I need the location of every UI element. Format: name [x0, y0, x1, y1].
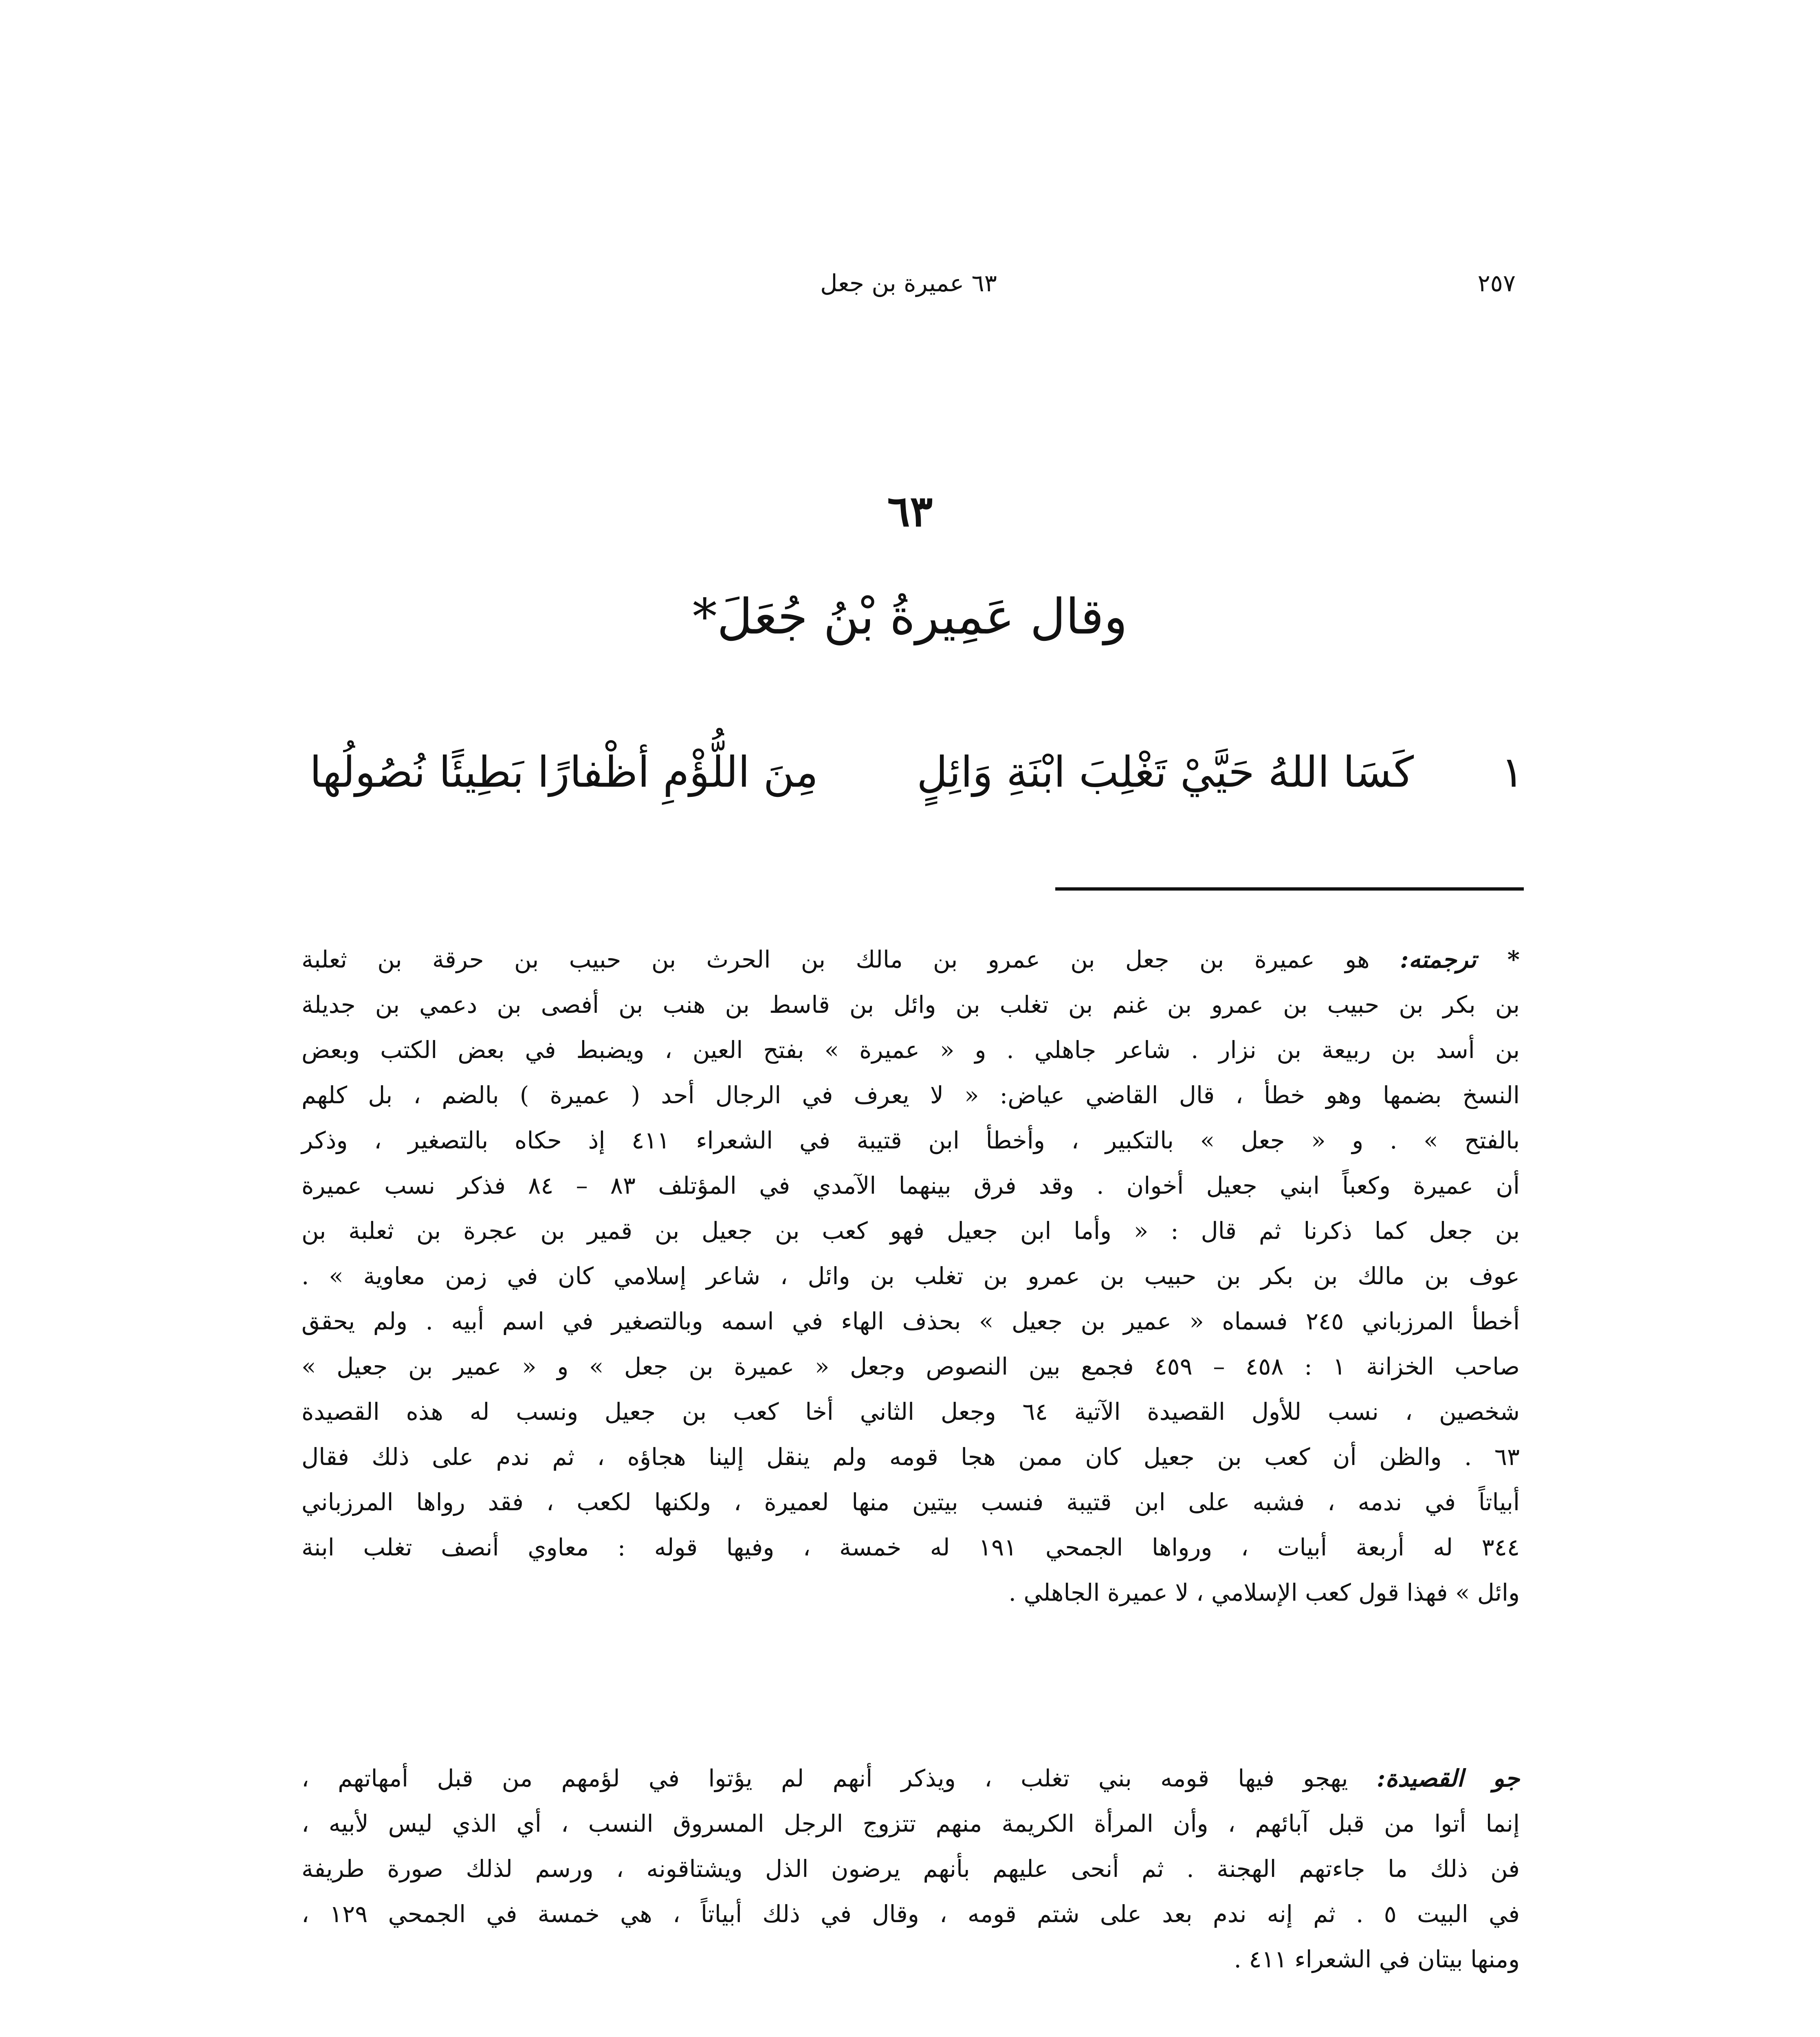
- page-number: ٢٥٧: [1477, 269, 1516, 297]
- second-hemistich: مِنَ اللُّؤْمِ أظْفارًا بَطِيئًا نُصُولُها: [310, 747, 819, 797]
- running-title: ٦٣ عميرة بن جعل: [820, 269, 997, 297]
- running-head: [301, 261, 1516, 306]
- biography-line: النسخ بضمها وهو خطأ ، قال القاضي عياض: « لا يعرف في الرجال أحد ( عميرة ) بالضم ، بل كلهم: [301, 1081, 1520, 1109]
- biography-line: هو عميرة بن جعل بن عمرو بن مالك بن الحرث بن حبيب بن حرقة بن ثعلبة: [301, 946, 1370, 973]
- poem-context-line: إنما أتوا من قبل آبائهم ، وأن المرأة الكريمة منهم تتزوج الرجل المسروق النسب ، أي الذي ليس لأبيه ،: [301, 1810, 1520, 1837]
- poem-context-line: ومنها بيتان في الشعراء ٤١١ .: [1234, 1945, 1520, 1973]
- poem-context-line: يهجو فيها قومه بني تغلب ، ويذكر أنهم لم يؤتوا في لؤمهم من قبل أمهاتهم ،: [301, 1764, 1348, 1792]
- poem-context-label: جو القصيدة:: [1376, 1764, 1520, 1792]
- biography-line: وائل » فهذا قول كعب الإسلامي ، لا عميرة الجاهلي .: [1008, 1579, 1520, 1606]
- biography-line: بن أسد بن ربيعة بن نزار . شاعر جاهلي . و « عميرة » بفتح العين ، ويضبط في بعض الكتب وبعض: [301, 1036, 1520, 1064]
- poem-context-note: [301, 1756, 1520, 1982]
- poem-context-line: فن ذلك ما جاءتهم الهجنة . ثم أنحى عليهم بأنهم يرضون الذل ويشتاقونه ، ورسم لذلك صورة طريفة: [301, 1855, 1520, 1883]
- biography-line: أن عميرة وكعباً ابني جعيل أخوان . وقد فرق بينهما الآمدي في المؤتلف ٨٣ – ٨٤ فذكر نسب عميرة: [301, 1172, 1520, 1199]
- biography-note: [301, 937, 1520, 1615]
- verse-1: [310, 733, 1524, 811]
- biography-line: ٦٣ . والظن أن كعب بن جعيل كان ممن هجا قومه ولم ينقل إلينا هجاؤه ، ثم ندم على ذلك فقال: [301, 1443, 1520, 1471]
- biography-label: * ترجمته:: [1400, 946, 1520, 973]
- first-hemistich: كَسَا اللهُ حَيَّيْ تَغْلِبَ ابْنَةِ وَائِلٍ: [917, 747, 1414, 797]
- footnote-divider: [1055, 887, 1524, 891]
- biography-line: بن جعل كما ذكرنا ثم قال : « وأما ابن جعيل فهو كعب بن جعيل بن قمير بن عجرة بن ثعلبة بن: [301, 1217, 1520, 1245]
- poem-title: وقال عَمِيرةُ بْنُ جُعَلَ*: [692, 589, 1128, 645]
- poem-number: ٦٣: [887, 486, 933, 536]
- biography-line: عوف بن مالك بن بكر بن حبيب بن عمرو بن تغلب بن وائل ، شاعر إسلامي كان في زمن معاوية » .: [301, 1262, 1520, 1290]
- biography-line: شخصين ، نسب للأول القصيدة الآتية ٦٤ وجعل الثاني أخا كعب بن جعيل ونسب له هذه القصيدة: [301, 1398, 1520, 1425]
- biography-line: صاحب الخزانة ١ : ٤٥٨ – ٤٥٩ فجمع بين النصوص وجعل « عميرة بن جعل » و « عمير بن جعيل »: [301, 1353, 1520, 1380]
- biography-line: أخطأ المرزباني ٢٤٥ فسماه « عمير بن جعيل » بحذف الهاء في اسمه وبالتصغير في اسم أبيه . ولم يحقق: [301, 1307, 1520, 1335]
- biography-line: بالفتح » . و « جعل » بالتكبير ، وأخطأ ابن قتيبة في الشعراء ٤١١ إذ حكاه بالتصغير ، وذكر: [301, 1126, 1520, 1154]
- biography-line: ٣٤٤ له أربعة أبيات ، ورواها الجمحي ١٩١ له خمسة ، وفيها قوله : معاوي أنصف تغلب ابنة: [301, 1533, 1520, 1561]
- biography-line: بن بكر بن حبيب بن عمرو بن غنم بن تغلب بن وائل بن قاسط بن هنب بن أفصى بن دعمي بن جديلة: [301, 991, 1520, 1018]
- verse-number: ١: [1501, 747, 1524, 797]
- biography-line: أبياتاً في ندمه ، فشبه على ابن قتيبة فنسب بيتين منها لعميرة ، ولكنها لكعب ، فقد رواها المرزباني: [301, 1488, 1520, 1516]
- poem-context-line: في البيت ٥ . ثم إنه ندم بعد على شتم قومه ، وقال في ذلك أبياتاً ، هي خمسة في الجمحي ١٢٩ ،: [301, 1900, 1520, 1928]
